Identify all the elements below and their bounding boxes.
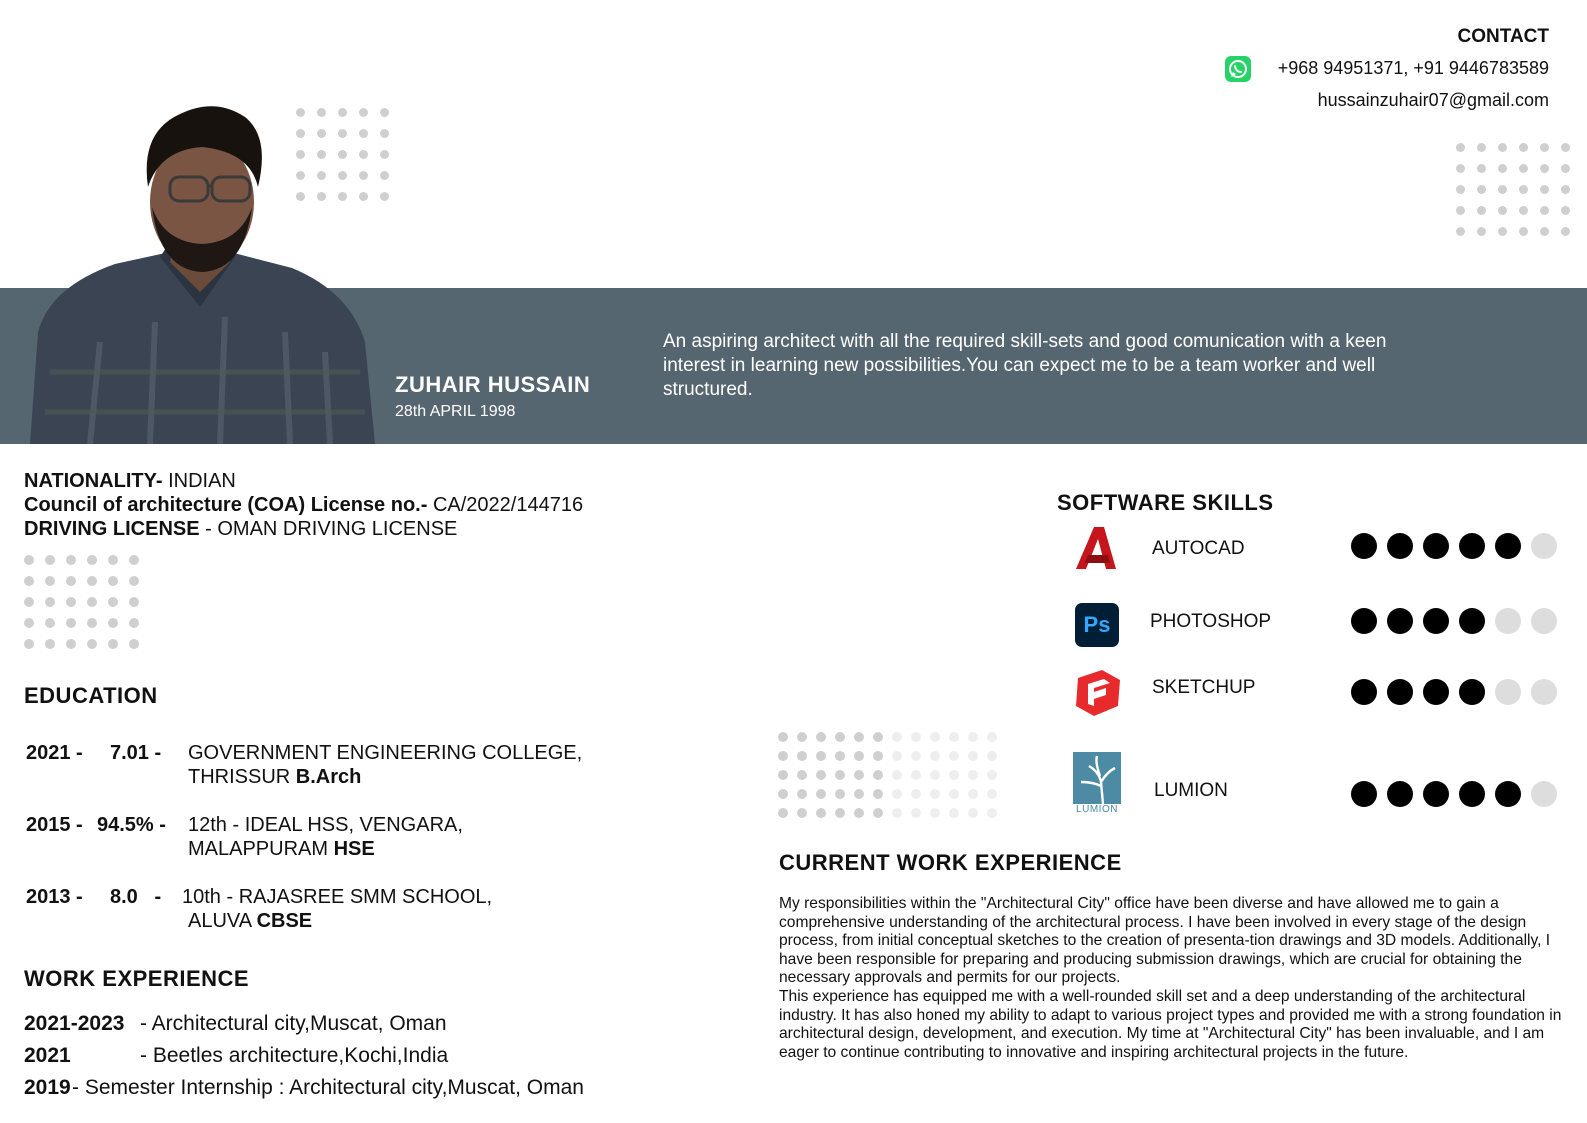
decorative-dot <box>87 618 97 628</box>
skill-name: AUTOCAD <box>1152 538 1245 559</box>
decorative-dot <box>854 751 864 761</box>
decorative-dot <box>911 808 921 818</box>
autocad-icon <box>1074 525 1118 571</box>
lumion-icon-text: LUMION <box>1076 804 1118 815</box>
decorative-dot <box>892 808 902 818</box>
contact-phone: +968 94951371, +91 9446783589 <box>1277 58 1549 78</box>
decorative-dot <box>108 618 118 628</box>
work-item-text: - Semester Internship : Architectural city,Muscat, Oman <box>72 1076 584 1099</box>
sketchup-icon <box>1074 668 1122 718</box>
decorative-dot <box>930 789 940 799</box>
decorative-dot <box>45 639 55 649</box>
decorative-dot <box>1477 164 1486 173</box>
skill-rating <box>1351 679 1557 705</box>
rating-dot-filled <box>1351 608 1377 634</box>
decorative-dot <box>873 808 883 818</box>
decorative-dot <box>1519 185 1528 194</box>
edu-score: 94.5% - <box>97 814 166 836</box>
rating-dot-filled <box>1351 679 1377 705</box>
profile-summary: An aspiring architect with all the required skill-sets and good comunication with a keen interest in learning new possibilities.You can expect me to be a team worker and well structured. <box>663 331 1387 400</box>
decorative-dot <box>380 150 389 159</box>
decorative-dot <box>949 770 959 780</box>
decorative-dot <box>778 808 788 818</box>
work-item: 2021-2023 <box>24 1012 125 1035</box>
decorative-dot <box>1477 185 1486 194</box>
decorative-dot <box>968 732 978 742</box>
decorative-dots-right <box>1456 143 1570 236</box>
contact-email: hussainzuhair07@gmail.com <box>1317 90 1549 110</box>
edu-year: 2013 - <box>26 886 83 908</box>
nationality-value: INDIAN <box>162 470 236 492</box>
decorative-dots-left <box>24 555 139 649</box>
decorative-dot <box>1519 143 1528 152</box>
decorative-dot <box>816 789 826 799</box>
decorative-dot <box>797 789 807 799</box>
whatsapp-icon <box>1225 56 1251 82</box>
decorative-dot <box>892 789 902 799</box>
decorative-dot <box>987 732 997 742</box>
edu-line1: 12th - IDEAL HSS, VENGARA, <box>188 814 463 836</box>
decorative-dot <box>835 808 845 818</box>
decorative-dot <box>1561 227 1570 236</box>
edu-year: 2015 - <box>26 814 83 836</box>
decorative-dot <box>1498 164 1507 173</box>
rating-dot-empty <box>1495 608 1521 634</box>
edu-score: 8.0 - <box>110 886 162 908</box>
decorative-dot <box>129 555 139 565</box>
decorative-dot <box>87 555 97 565</box>
decorative-dot <box>778 732 788 742</box>
rating-dot-filled <box>1459 533 1485 559</box>
skill-name: SKETCHUP <box>1152 677 1256 698</box>
decorative-dot <box>1456 143 1465 152</box>
decorative-dot <box>911 770 921 780</box>
rating-dot-filled <box>1387 608 1413 634</box>
coa-line <box>24 494 583 517</box>
rating-dot-filled <box>1387 781 1413 807</box>
decorative-dot <box>1540 143 1549 152</box>
decorative-dot <box>24 555 34 565</box>
decorative-dot <box>854 770 864 780</box>
rating-dot-filled <box>1423 608 1449 634</box>
rating-dot-filled <box>1423 781 1449 807</box>
decorative-dot <box>911 751 921 761</box>
decorative-dot <box>1477 206 1486 215</box>
rating-dot-filled <box>1351 533 1377 559</box>
decorative-dot <box>380 108 389 117</box>
decorative-dot <box>968 770 978 780</box>
decorative-dot <box>949 808 959 818</box>
skill-rating <box>1351 533 1557 559</box>
decorative-dot <box>987 770 997 780</box>
decorative-dot <box>1477 143 1486 152</box>
edu-year: 2021 - <box>26 742 83 764</box>
decorative-dot <box>1498 143 1507 152</box>
decorative-dot <box>129 639 139 649</box>
decorative-dot <box>129 576 139 586</box>
work-item: 2021 <box>24 1044 71 1067</box>
coa-label: Council of architecture (COA) License no.- <box>24 494 428 516</box>
edu-line1: 10th - RAJASREE SMM SCHOOL, <box>182 886 493 908</box>
decorative-dot <box>930 770 940 780</box>
decorative-dot <box>108 639 118 649</box>
decorative-dot <box>854 789 864 799</box>
decorative-dot <box>816 751 826 761</box>
edu-line2: ALUVA CBSE <box>188 910 313 932</box>
decorative-dot <box>45 555 55 565</box>
current-work-paragraph: My responsibilities within the "Architectural City" office have been diverse and have allowed me to gain a comprehensive understanding of the architectural process. I have been involved in every stage of the design process, from initial conceptual sketches to the creation of presenta-tion drawings and 3D models. Additionally, I have been responsible for preparing and producing submission drawings, which are crucial for obtaining the necessary approvals and permits for our projects. <box>779 895 1551 987</box>
decorative-dot <box>129 597 139 607</box>
decorative-dot <box>1477 227 1486 236</box>
decorative-dot <box>816 770 826 780</box>
decorative-dot <box>45 576 55 586</box>
decorative-dot <box>892 751 902 761</box>
nationality-line <box>24 470 236 493</box>
decorative-dot <box>1540 164 1549 173</box>
profile-name: ZUHAIR HUSSAIN <box>395 372 591 397</box>
current-work-description <box>779 895 1569 1062</box>
decorative-dot <box>892 732 902 742</box>
decorative-dot <box>1498 227 1507 236</box>
decorative-dot <box>1519 164 1528 173</box>
decorative-dot <box>129 618 139 628</box>
decorative-dot <box>797 770 807 780</box>
decorative-dot <box>854 808 864 818</box>
decorative-dot <box>835 770 845 780</box>
decorative-dot <box>835 789 845 799</box>
decorative-dot <box>968 808 978 818</box>
decorative-dot <box>987 751 997 761</box>
decorative-dot <box>24 597 34 607</box>
education-title: EDUCATION <box>24 683 158 708</box>
decorative-dot <box>911 732 921 742</box>
rating-dot-filled <box>1351 781 1377 807</box>
decorative-dot <box>797 751 807 761</box>
decorative-dot <box>108 555 118 565</box>
decorative-dot <box>778 770 788 780</box>
rating-dot-empty <box>1531 781 1557 807</box>
driving-line <box>24 518 457 541</box>
decorative-dot <box>816 732 826 742</box>
decorative-dot <box>66 618 76 628</box>
decorative-dot <box>835 751 845 761</box>
decorative-dot <box>24 618 34 628</box>
photoshop-icon <box>1075 603 1119 647</box>
decorative-dot <box>1540 227 1549 236</box>
decorative-dot <box>1498 206 1507 215</box>
decorative-dot <box>87 597 97 607</box>
driving-value: - OMAN DRIVING LICENSE <box>199 518 458 540</box>
rating-dot-filled <box>1495 533 1521 559</box>
rating-dot-empty <box>1531 533 1557 559</box>
decorative-dot <box>45 618 55 628</box>
photoshop-icon-text: Ps <box>1083 612 1111 637</box>
decorative-dot <box>930 751 940 761</box>
decorative-dot <box>66 639 76 649</box>
decorative-dot <box>949 732 959 742</box>
decorative-dot <box>987 789 997 799</box>
decorative-dot <box>854 732 864 742</box>
skill-name: PHOTOSHOP <box>1150 611 1272 632</box>
decorative-dot <box>45 597 55 607</box>
decorative-dot <box>380 192 389 201</box>
rating-dot-filled <box>1459 781 1485 807</box>
contact-title: CONTACT <box>1457 26 1549 47</box>
decorative-dot <box>892 770 902 780</box>
rating-dot-filled <box>1387 679 1413 705</box>
rating-dot-empty <box>1495 679 1521 705</box>
decorative-dot <box>1540 185 1549 194</box>
decorative-dot <box>968 789 978 799</box>
decorative-dot <box>911 789 921 799</box>
decorative-dot <box>930 808 940 818</box>
decorative-dot <box>816 808 826 818</box>
coa-value: CA/2022/144716 <box>427 494 584 516</box>
decorative-dot <box>1561 206 1570 215</box>
decorative-dot <box>987 808 997 818</box>
decorative-dot <box>949 789 959 799</box>
rating-dot-filled <box>1459 608 1485 634</box>
edu-line1: GOVERNMENT ENGINEERING COLLEGE, <box>188 742 583 764</box>
decorative-dot <box>1561 185 1570 194</box>
work-title: WORK EXPERIENCE <box>24 966 250 991</box>
decorative-dot <box>873 732 883 742</box>
current-work-paragraph: This experience has equipped me with a well-rounded skill set and a deep understanding of the architectural industry. It has also honed my ability to adapt to various project types and provided me with a strong foundation in architectural design, development, and execution. My time at "Architectural City" has been invaluable, and I am eager to continue contributing to innovative and inspiring architectural projects in the future. <box>779 987 1562 1061</box>
decorative-dot <box>873 789 883 799</box>
decorative-dot <box>873 770 883 780</box>
software-skills-title: SOFTWARE SKILLS <box>1057 490 1274 515</box>
rating-dot-filled <box>1495 781 1521 807</box>
decorative-dot <box>24 639 34 649</box>
decorative-dot <box>873 751 883 761</box>
edu-line2: MALAPPURAM HSE <box>188 838 375 860</box>
decorative-dot <box>87 576 97 586</box>
work-item: 2019 <box>24 1076 71 1099</box>
decorative-dot <box>380 171 389 180</box>
rating-dot-filled <box>1459 679 1485 705</box>
edu-score: 7.01 - <box>110 742 162 764</box>
decorative-dot <box>1456 206 1465 215</box>
decorative-dot <box>380 129 389 138</box>
decorative-dot <box>66 576 76 586</box>
decorative-dots-middle <box>778 732 997 818</box>
rating-dot-filled <box>1423 679 1449 705</box>
edu-line2: THRISSUR B.Arch <box>188 766 362 788</box>
work-item-text: - Beetles architecture,Kochi,India <box>140 1044 449 1067</box>
decorative-dot <box>778 751 788 761</box>
profile-dob: 28th APRIL 1998 <box>395 403 516 420</box>
decorative-dot <box>66 555 76 565</box>
work-item-text: - Architectural city,Muscat, Oman <box>140 1012 447 1035</box>
decorative-dot <box>1561 143 1570 152</box>
rating-dot-filled <box>1423 533 1449 559</box>
rating-dot-empty <box>1531 679 1557 705</box>
lumion-icon <box>1073 752 1121 816</box>
decorative-dot <box>1561 164 1570 173</box>
decorative-dot <box>930 732 940 742</box>
decorative-dot <box>797 732 807 742</box>
decorative-dot <box>835 732 845 742</box>
driving-label: DRIVING LICENSE <box>24 518 200 540</box>
decorative-dot <box>1519 227 1528 236</box>
decorative-dot <box>797 808 807 818</box>
rating-dot-empty <box>1531 608 1557 634</box>
decorative-dot <box>778 789 788 799</box>
decorative-dot <box>108 597 118 607</box>
decorative-dot <box>24 576 34 586</box>
decorative-dot <box>1456 227 1465 236</box>
decorative-dot <box>1456 185 1465 194</box>
skill-rating <box>1351 781 1557 807</box>
decorative-dot <box>1498 185 1507 194</box>
decorative-dot <box>968 751 978 761</box>
skill-rating <box>1351 608 1557 634</box>
decorative-dot <box>87 639 97 649</box>
current-work-title: CURRENT WORK EXPERIENCE <box>779 850 1122 875</box>
decorative-dot <box>1519 206 1528 215</box>
nationality-label: NATIONALITY- <box>24 470 163 492</box>
decorative-dot <box>1456 164 1465 173</box>
profile-photo <box>30 92 375 444</box>
rating-dot-filled <box>1387 533 1413 559</box>
decorative-dot <box>1540 206 1549 215</box>
decorative-dot <box>66 597 76 607</box>
skill-name: LUMION <box>1154 780 1228 801</box>
decorative-dot <box>949 751 959 761</box>
decorative-dot <box>108 576 118 586</box>
